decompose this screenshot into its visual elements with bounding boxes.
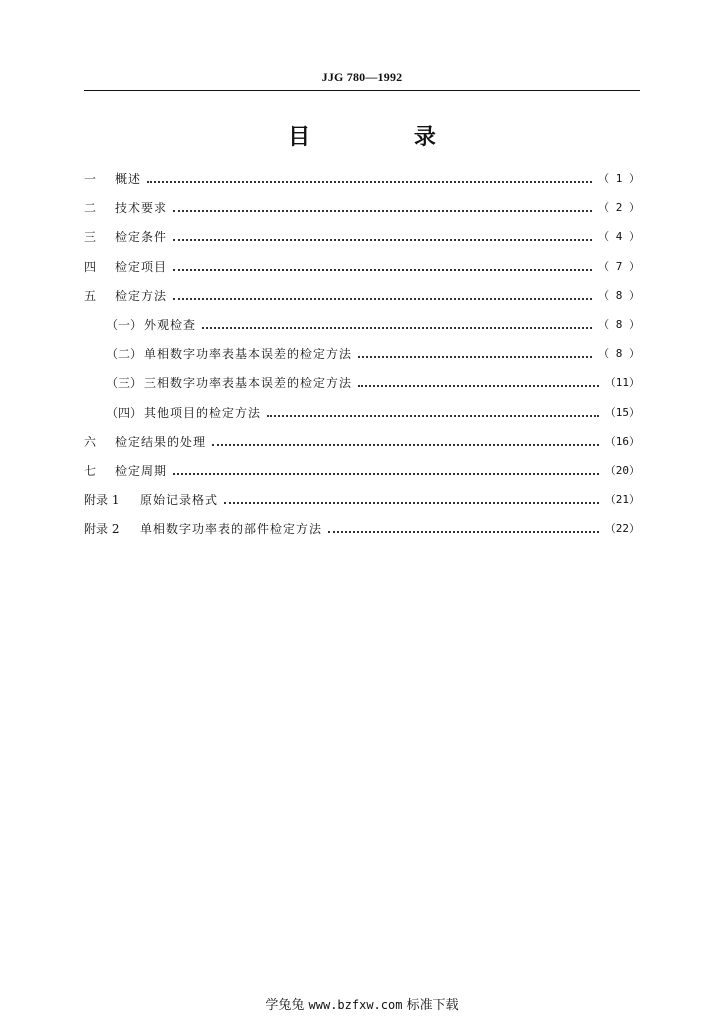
toc-item-page: （11）: [604, 376, 640, 390]
toc-item-number: 六: [84, 434, 97, 449]
toc-leader-dots: [173, 198, 592, 212]
toc-leader-dots: [358, 344, 592, 358]
toc-leader-dots: [173, 461, 599, 475]
footer-watermark: [0, 994, 724, 1013]
footer-brand: 学兔兔: [265, 998, 305, 1013]
toc-item-number: 七: [84, 463, 97, 478]
toc-item-number: 四: [84, 259, 97, 274]
toc-leader-dots: [147, 169, 592, 183]
toc-item-label: 检定结果的处理: [115, 434, 207, 449]
toc-item-label: 三相数字功率表基本误差的检定方法: [144, 376, 353, 391]
toc-item-page: （ 1 ）: [598, 172, 640, 185]
toc-item-verification-conditions[interactable]: [84, 227, 640, 256]
toc-item-technical-requirements[interactable]: [84, 198, 640, 227]
toc-item-label: 外观检查: [144, 317, 197, 332]
toc-item-number: 三: [84, 230, 97, 245]
toc-item-verification-methods[interactable]: [84, 286, 640, 315]
toc-subitem-three-phase-error[interactable]: [84, 373, 640, 402]
toc-leader-dots: [267, 403, 599, 417]
toc-leader-dots: [358, 373, 599, 387]
footer-site-link[interactable]: www.bzfxw.com: [308, 998, 403, 1012]
toc-item-label: 技术要求: [115, 201, 168, 216]
toc-item-number: 一: [84, 172, 97, 186]
toc-leader-dots: [224, 490, 599, 504]
standard-code: JJG 780—1992: [321, 70, 403, 84]
toc-item-number: （二）: [106, 347, 143, 362]
toc-item-number: （三）: [106, 376, 143, 391]
toc-item-label: 原始记录格式: [140, 493, 219, 508]
toc-item-verification-items[interactable]: [84, 257, 640, 286]
toc-item-label: 检定条件: [115, 230, 168, 245]
toc-item-page: （15）: [604, 405, 640, 419]
toc-item-page: （ 8 ）: [598, 288, 640, 302]
footer-suffix: 标准下载: [406, 998, 459, 1013]
toc-subitem-visual-inspection[interactable]: [84, 315, 640, 344]
table-of-contents: [84, 169, 640, 548]
toc-leader-dots: [212, 432, 599, 446]
toc-subitem-single-phase-error[interactable]: [84, 344, 640, 373]
toc-item-page: （ 8 ）: [598, 317, 640, 331]
toc-item-label: 检定周期: [115, 463, 168, 478]
toc-item-page: （22）: [604, 522, 640, 536]
toc-item-number: 附录 2: [84, 522, 120, 537]
toc-item-page: （ 2 ）: [598, 201, 640, 215]
toc-item-number: （一）: [106, 317, 143, 332]
toc-leader-dots: [328, 519, 599, 533]
toc-item-verification-period[interactable]: [84, 461, 640, 490]
toc-leader-dots: [202, 315, 592, 329]
toc-leader-dots: [173, 257, 592, 271]
toc-item-label: 检定项目: [115, 259, 168, 274]
toc-leader-dots: [173, 227, 592, 241]
toc-item-page: （16）: [604, 434, 640, 448]
toc-item-page: （ 8 ）: [598, 347, 640, 361]
toc-item-page: （ 7 ）: [598, 259, 640, 273]
toc-item-appendix-2[interactable]: [84, 519, 640, 548]
toc-leader-dots: [173, 286, 592, 300]
toc-item-label: 单相数字功率表基本误差的检定方法: [144, 347, 353, 362]
toc-item-label: 单相数字功率表的部件检定方法: [140, 522, 323, 537]
toc-item-label: 其他项目的检定方法: [144, 405, 262, 420]
toc-item-overview[interactable]: [84, 169, 640, 198]
header-rule: [84, 90, 640, 91]
toc-item-page: （21）: [604, 493, 640, 507]
toc-item-page: （ 4 ）: [598, 230, 640, 244]
toc-item-number: 五: [84, 288, 97, 303]
toc-item-number: 附录 1: [84, 493, 120, 508]
toc-item-number: 二: [84, 201, 97, 216]
toc-item-number: （四）: [106, 405, 143, 420]
toc-item-results-handling[interactable]: [84, 432, 640, 461]
toc-item-label: 检定方法: [115, 288, 168, 303]
toc-item-page: （20）: [604, 463, 640, 477]
toc-item-label: 概述: [115, 172, 142, 186]
toc-subitem-other-items[interactable]: [84, 403, 640, 432]
toc-item-appendix-1[interactable]: [84, 490, 640, 519]
page-title: 目 录: [288, 125, 484, 150]
